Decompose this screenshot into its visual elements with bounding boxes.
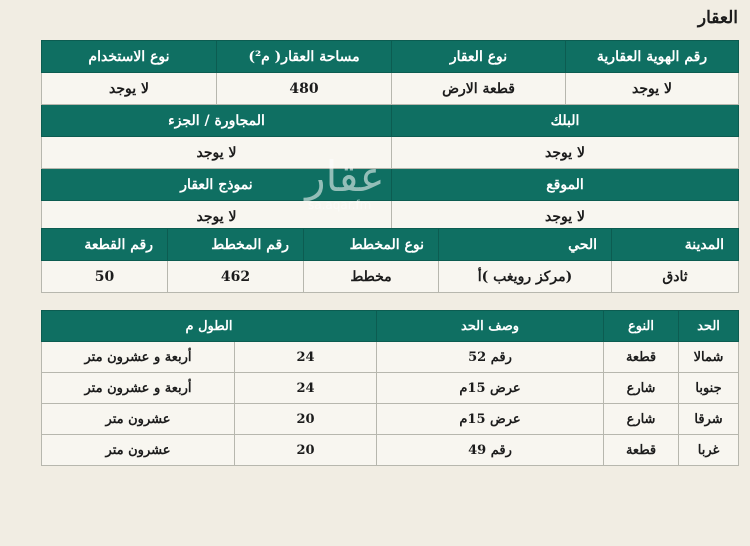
value-area: 480 xyxy=(217,73,392,105)
row-type: قطعة xyxy=(604,342,679,373)
header-property-id: رقم الهوية العقارية xyxy=(566,41,739,73)
header-property-model: نموذج العقار xyxy=(42,169,392,201)
property-header-row-3 xyxy=(42,169,739,201)
table-row xyxy=(42,373,739,404)
row-type: شارع xyxy=(604,373,679,404)
boundaries-header-row xyxy=(42,311,739,342)
value-plan-number: 462 xyxy=(168,261,304,293)
row-length-number: 20 xyxy=(235,435,377,466)
watermark-url: sa.aqar.fm xyxy=(308,198,372,212)
header-plan-number: رقم المخطط xyxy=(168,229,304,261)
table-row xyxy=(42,404,739,435)
value-city: ثادق xyxy=(612,261,739,293)
header-type: النوع xyxy=(604,311,679,342)
property-value-row-1 xyxy=(42,73,739,105)
value-property-model: لا يوجد xyxy=(42,201,392,233)
header-neighborhood-part: المجاورة / الجزء xyxy=(42,105,392,137)
row-length-text: أربعة و عشرون متر xyxy=(42,373,235,404)
value-usage-type: لا يوجد xyxy=(42,73,217,105)
watermark-logo-text: عقار xyxy=(305,152,385,201)
table-row xyxy=(42,435,739,466)
value-district: (مركز رويغب )أ xyxy=(439,261,612,293)
value-plan-type: مخطط xyxy=(304,261,439,293)
row-side: غربا xyxy=(679,435,739,466)
plan-value-row xyxy=(42,261,739,293)
header-block: البلك xyxy=(392,105,739,137)
value-location: لا يوجد xyxy=(392,201,739,233)
header-property-type: نوع العقار xyxy=(392,41,566,73)
table-row xyxy=(42,342,739,373)
row-type: قطعة xyxy=(604,435,679,466)
header-area: مساحة العقار( م²) xyxy=(217,41,392,73)
header-district: الحي xyxy=(439,229,612,261)
header-side: الحد xyxy=(679,311,739,342)
row-length-number: 24 xyxy=(235,342,377,373)
header-plan-type: نوع المخطط xyxy=(304,229,439,261)
row-description: رقم 52 xyxy=(377,342,604,373)
row-side: جنوبا xyxy=(679,373,739,404)
value-property-id: لا يوجد xyxy=(566,73,739,105)
row-length-number: 20 xyxy=(235,404,377,435)
page-title: العقار xyxy=(697,8,738,28)
header-city: المدينة xyxy=(612,229,739,261)
header-length: الطول م xyxy=(42,311,377,342)
plan-header-row xyxy=(42,229,739,261)
value-block: لا يوجد xyxy=(392,137,739,169)
header-location: الموقع xyxy=(392,169,739,201)
row-side: شرقا xyxy=(679,404,739,435)
value-plot-number: 50 xyxy=(42,261,168,293)
value-neighborhood-part: لا يوجد xyxy=(42,137,392,169)
row-length-text: عشرون متر xyxy=(42,404,235,435)
header-usage-type: نوع الاستخدام xyxy=(42,41,217,73)
property-info-table xyxy=(41,40,739,233)
property-header-row-2 xyxy=(42,105,739,137)
row-description: عرض 15م xyxy=(377,373,604,404)
row-length-text: عشرون متر xyxy=(42,435,235,466)
header-description: وصف الحد xyxy=(377,311,604,342)
row-type: شارع xyxy=(604,404,679,435)
property-value-row-2 xyxy=(42,137,739,169)
row-length-text: أربعة و عشرون متر xyxy=(42,342,235,373)
plan-info-table xyxy=(41,228,739,293)
row-length-number: 24 xyxy=(235,373,377,404)
value-property-type: قطعة الارض xyxy=(392,73,566,105)
boundaries-table xyxy=(41,310,739,466)
row-description: عرض 15م xyxy=(377,404,604,435)
property-header-row-1 xyxy=(42,41,739,73)
row-side: شمالا xyxy=(679,342,739,373)
row-description: رقم 49 xyxy=(377,435,604,466)
header-plot-number: رقم القطعة xyxy=(42,229,168,261)
